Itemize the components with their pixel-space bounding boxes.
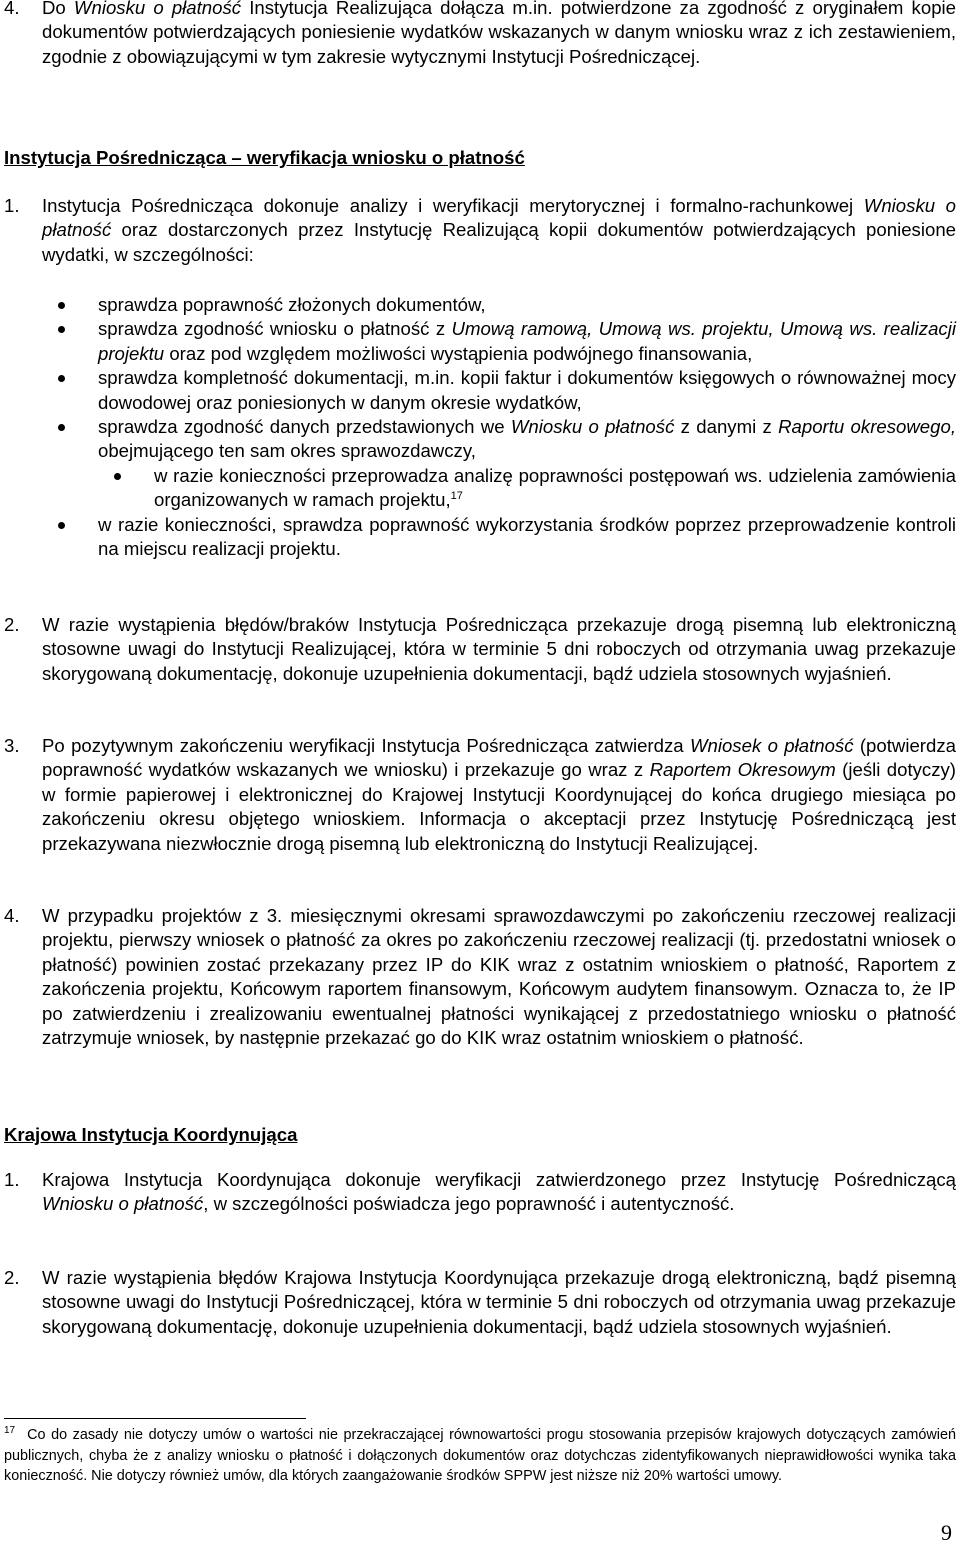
list-item bbox=[56, 293, 956, 317]
text: w razie konieczności przeprowadza analizę poprawności postępowań ws. udzielenia zamówienia organizowanych w ramach projektu, bbox=[154, 464, 956, 511]
italic-text: Wniosku o płatność bbox=[510, 416, 675, 438]
paragraph-number: 3. bbox=[4, 735, 20, 756]
text: sprawdza kompletność dokumentacji, m.in. kopii faktur i dokumentów księgowych o równoważnej mocy dowodowej oraz poniesionych w danym okresie wydatków, bbox=[98, 367, 956, 413]
italic-text: Wniosek o płatność bbox=[689, 735, 854, 756]
list-item bbox=[56, 366, 956, 415]
text: oraz dostarczonych przez Instytucję Realizującą kopii dokumentów potwierdzających poniesione wydatki, w szczególności: bbox=[42, 219, 957, 265]
paragraph-kik-2 bbox=[4, 1266, 956, 1339]
list-item-nested bbox=[56, 464, 956, 513]
italic-text: Wniosku o płatność bbox=[42, 1193, 204, 1215]
text: W razie wystąpienia błędów/braków Instytucja Pośrednicząca przekazuje drogą pisemną lub elektroniczną stosowne uwagi do Instytucji Realizującej, która w terminie 5 dni roboczych od otrzymania uwag przekazuje skorygowaną dokumentację, dokonuje uzupełnienia dokumentacji, bądź udziela stosownych wyjaśnień. bbox=[42, 614, 956, 684]
paragraph-number: 1. bbox=[4, 195, 20, 216]
italic-text: Raportem Okresowym bbox=[649, 759, 836, 781]
text: Po pozytywnym zakończeniu weryfikacji Instytucja Pośrednicząca zatwierdza bbox=[42, 735, 684, 756]
paragraph-number: 2. bbox=[4, 614, 20, 635]
text: oraz pod względem możliwości wystąpienia podwójnego finansowania, bbox=[169, 342, 753, 364]
section-heading-kik: Krajowa Instytucja Koordynująca bbox=[4, 1124, 298, 1145]
italic-text: Wniosku o płatność bbox=[42, 195, 957, 241]
paragraph-number: 1. bbox=[4, 1169, 20, 1190]
paragraph-4-top bbox=[4, 0, 956, 69]
text: , w szczególności poświadcza jego poprawność i autentyczność. bbox=[203, 1193, 735, 1215]
paragraph-ip-4 bbox=[4, 904, 956, 1050]
list-item bbox=[56, 415, 956, 464]
text: Krajowa Instytucja Koordynująca dokonuje weryfikacji zatwierdzonego przez Instytucję Pośredniczącą bbox=[42, 1169, 956, 1190]
list-item bbox=[56, 513, 956, 562]
paragraph-number: 2. bbox=[4, 1267, 20, 1288]
bullet-list bbox=[56, 293, 956, 561]
page-number: 9 bbox=[941, 1520, 952, 1545]
paragraph-ip-2 bbox=[4, 613, 956, 686]
italic-text: Raportu okresowego, bbox=[778, 416, 956, 438]
text: w razie konieczności, sprawdza poprawność wykorzystania środków poprzez przeprowadzenie kontroli na miejscu realizacji projektu. bbox=[98, 513, 956, 560]
text: (potwierdza poprawność wydatków wskazanych we wniosku) i przekazuje go wraz z bbox=[42, 735, 956, 781]
footnote-number: 17 bbox=[4, 1425, 16, 1436]
list-item bbox=[56, 317, 956, 366]
text: sprawdza zgodność wniosku o płatność z bbox=[98, 318, 446, 340]
text: Instytucja Pośrednicząca dokonuje analizy i weryfikacji merytorycznej i formalno-rachunkowej bbox=[42, 195, 854, 216]
footnote-ref: 17 bbox=[450, 490, 463, 503]
text: W razie wystąpienia błędów Krajowa Instytucja Koordynująca przekazuje drogą elektroniczną, bądź pisemną stosowne uwagi do Instytucji Pośredniczącej, która w terminie 5 dni roboczych od otrzymania uwag przekazuje skorygowaną dokumentację, dokonuje uzupełnienia dokumentacji, bądź udziela stosownych wyjaśnień. bbox=[42, 1267, 956, 1337]
text: (jeśli dotyczy) w formie papierowej i elektronicznej do Krajowej Instytucji Koordynującej do końca drugiego miesiąca po zakończeniu okresu objętego wnioskiem. Informacja o akceptacji przez Instytucję Pośredniczącą jest przekazywana niezwłocznie drogą pisemną lub elektroniczną do Instytucji Realizującej. bbox=[42, 759, 957, 854]
paragraph-kik-1 bbox=[4, 1168, 956, 1217]
paragraph-ip-3 bbox=[4, 734, 956, 856]
text: obejmującego ten sam okres sprawozdawczy, bbox=[98, 440, 476, 462]
footnote-text: Co do zasady nie dotyczy umów o wartości nie przekraczającej równowartości progu stosowania przepisów krajowych dotyczących zamówień publicznych, chyba że z analizy wniosku o płatność i dołączonych dokumentów oraz dotychczas zidentyfikowanych nieprawidłowości wynika taka konieczność. Nie dotyczy również umów, dla których zaangażowanie środków SPPW jest niższe niż 20% wartości umowy. bbox=[4, 1427, 956, 1485]
section-heading-ip: Instytucja Pośrednicząca – weryfikacja wniosku o płatność bbox=[4, 147, 525, 168]
paragraph-number: 4. bbox=[4, 0, 20, 18]
text: sprawdza zgodność danych przedstawionych we bbox=[98, 416, 505, 438]
text: Do bbox=[42, 0, 66, 18]
text: sprawdza poprawność złożonych dokumentów, bbox=[98, 294, 486, 315]
paragraph-ip-1 bbox=[4, 194, 956, 267]
italic-text: Wniosku o płatność bbox=[73, 0, 242, 18]
text: W przypadku projektów z 3. miesięcznymi okresami sprawozdawczymi po zakończeniu rzeczowej realizacji projektu, pierwszy wniosek o płatność za okres po zakończeniu rzeczowej realizacji (tj. przedostatni wniosek o płatność) powinien zostać przekazany przez IP do KIK wraz z ostatnim wnioskiem o płatność, Raportem z zakończenia projektu, Końcowym raportem finansowym, Końcowym audytem finansowym. Oznacza to, że IP po zatwierdzeniu i zrealizowaniu ewentualnej płatności wynikającej z przedostatniego wniosku o płatność zatrzymuje wniosek, by następnie przekazać go do KIK wraz ostatnim wnioskiem o płatność. bbox=[42, 905, 956, 1049]
paragraph-number: 4. bbox=[4, 905, 20, 926]
italic-text: Umową ramową, Umową ws. projektu, Umową ws. realizacji projektu bbox=[98, 318, 956, 364]
footnote bbox=[4, 1425, 956, 1487]
text: Instytucja Realizująca dołącza m.in. potwierdzone za zgodność z oryginałem kopie dokumentów potwierdzających poniesienie wydatków wskazanych w danym wniosku wraz z ich zestawieniem, zgodnie z obowiązującymi w tym zakresie wytycznymi Instytucji Pośredniczącej. bbox=[42, 0, 957, 67]
footnote-separator bbox=[4, 1418, 306, 1419]
text: z danymi z bbox=[680, 416, 772, 438]
